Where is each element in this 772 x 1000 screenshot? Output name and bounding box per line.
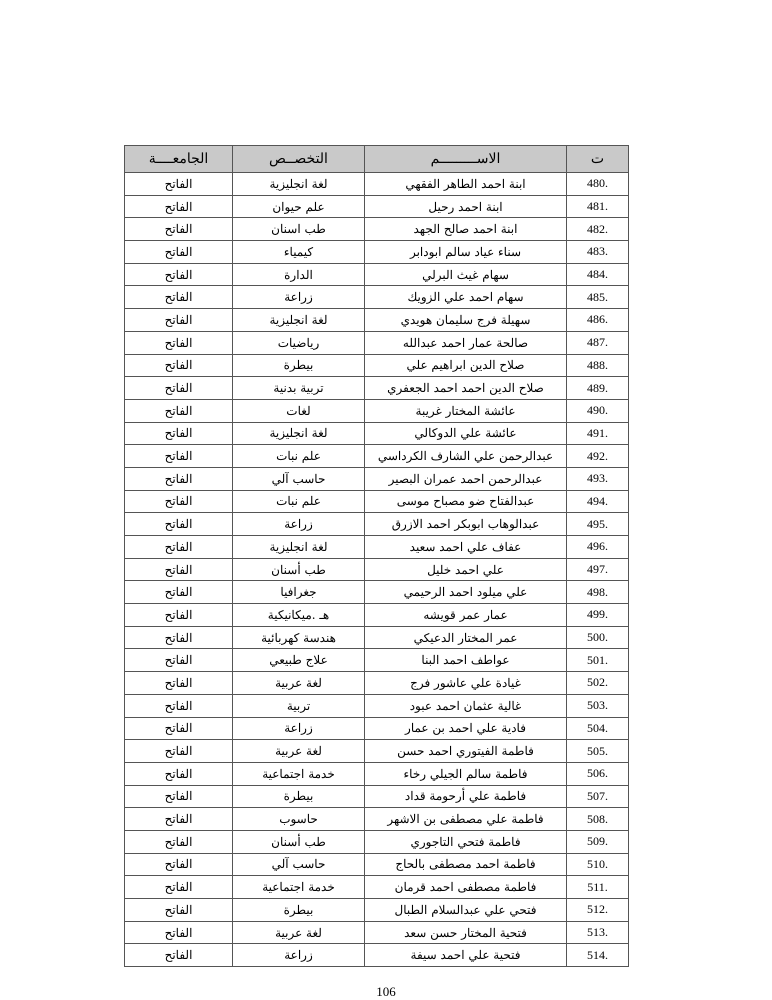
page-number: 106 — [376, 984, 396, 999]
row-number: 492. — [567, 445, 629, 468]
row-number: 497. — [567, 558, 629, 581]
row-number: 485. — [567, 286, 629, 309]
header-number: ت — [567, 146, 629, 173]
table-row — [125, 354, 629, 377]
row-name: فاطمة علي مصطفى بن الاشهر — [365, 808, 567, 831]
table-row — [125, 195, 629, 218]
table-row — [125, 399, 629, 422]
row-name: فتحية المختار حسن سعد — [365, 921, 567, 944]
row-university: الفاتح — [125, 354, 233, 377]
row-university: الفاتح — [125, 921, 233, 944]
row-major: بيطرة — [233, 785, 365, 808]
table-row — [125, 921, 629, 944]
row-number: 498. — [567, 581, 629, 604]
row-major: زراعة — [233, 513, 365, 536]
table-row — [125, 694, 629, 717]
row-name: فاطمة علي أرحومة قداد — [365, 785, 567, 808]
row-major: علم نبات — [233, 445, 365, 468]
row-university: الفاتح — [125, 241, 233, 264]
row-number: 511. — [567, 876, 629, 899]
row-name: علي ميلود احمد الرحيمي — [365, 581, 567, 604]
row-name: سهام احمد علي الزويك — [365, 286, 567, 309]
table-row — [125, 808, 629, 831]
row-major: هـ .ميكانيكية — [233, 604, 365, 627]
header-university: الجامعــــة — [125, 146, 233, 173]
row-university: الفاتح — [125, 536, 233, 559]
table-row — [125, 536, 629, 559]
row-name: فتحي علي عبدالسلام الطبال — [365, 899, 567, 922]
table-row — [125, 422, 629, 445]
table-row — [125, 331, 629, 354]
row-name: فاطمة فتحي التاجوري — [365, 830, 567, 853]
table-row — [125, 899, 629, 922]
row-major: علم حيوان — [233, 195, 365, 218]
student-table — [124, 145, 629, 967]
row-number: 509. — [567, 830, 629, 853]
row-major: الدارة — [233, 263, 365, 286]
table-row — [125, 241, 629, 264]
table-row — [125, 944, 629, 967]
row-name: غيادة علي عاشور فرج — [365, 672, 567, 695]
row-major: طب أسنان — [233, 830, 365, 853]
row-number: 480. — [567, 173, 629, 196]
table-row — [125, 581, 629, 604]
row-number: 496. — [567, 536, 629, 559]
table-row — [125, 490, 629, 513]
table-row — [125, 513, 629, 536]
row-university: الفاتح — [125, 309, 233, 332]
row-name: سهيلة فرج سليمان هويدي — [365, 309, 567, 332]
row-major: حاسوب — [233, 808, 365, 831]
row-major: علاج طبيعي — [233, 649, 365, 672]
row-name: فادية علي احمد بن عمار — [365, 717, 567, 740]
row-university: الفاتح — [125, 377, 233, 400]
row-number: 504. — [567, 717, 629, 740]
row-name: ابنة احمد الطاهر الفقهي — [365, 173, 567, 196]
row-major: خدمة اجتماعية — [233, 876, 365, 899]
row-university: الفاتح — [125, 785, 233, 808]
table-row — [125, 740, 629, 763]
table-row — [125, 876, 629, 899]
row-major: لغات — [233, 399, 365, 422]
row-major: رياضيات — [233, 331, 365, 354]
row-major: لغة عربية — [233, 740, 365, 763]
row-university: الفاتح — [125, 467, 233, 490]
row-university: الفاتح — [125, 263, 233, 286]
row-number: 489. — [567, 377, 629, 400]
row-major: بيطرة — [233, 899, 365, 922]
row-major: هندسة كهربائية — [233, 626, 365, 649]
row-major: لغة انجليزية — [233, 536, 365, 559]
row-university: الفاتح — [125, 445, 233, 468]
row-university: الفاتح — [125, 694, 233, 717]
table-row — [125, 717, 629, 740]
table-header-row — [125, 146, 629, 173]
row-name: صالحة عمار احمد عبدالله — [365, 331, 567, 354]
row-name: عواطف احمد البنا — [365, 649, 567, 672]
row-number: 494. — [567, 490, 629, 513]
row-number: 488. — [567, 354, 629, 377]
row-number: 486. — [567, 309, 629, 332]
row-major: لغة عربية — [233, 672, 365, 695]
table-row — [125, 604, 629, 627]
row-name: عمار عمر قويشه — [365, 604, 567, 627]
row-number: 503. — [567, 694, 629, 717]
row-major: لغة انجليزية — [233, 422, 365, 445]
row-university: الفاتح — [125, 490, 233, 513]
row-major: بيطرة — [233, 354, 365, 377]
row-university: الفاتح — [125, 649, 233, 672]
table-row — [125, 649, 629, 672]
table-row — [125, 263, 629, 286]
row-number: 500. — [567, 626, 629, 649]
row-major: خدمة اجتماعية — [233, 762, 365, 785]
row-university: الفاتح — [125, 944, 233, 967]
row-university: الفاتح — [125, 173, 233, 196]
row-name: عبدالرحمن علي الشارف الكرداسي — [365, 445, 567, 468]
table-row — [125, 672, 629, 695]
row-university: الفاتح — [125, 740, 233, 763]
row-university: الفاتح — [125, 558, 233, 581]
row-name: غالية عثمان احمد عبود — [365, 694, 567, 717]
row-number: 513. — [567, 921, 629, 944]
table-row — [125, 785, 629, 808]
table-row — [125, 853, 629, 876]
row-name: سناء عياد سالم ابودابر — [365, 241, 567, 264]
row-number: 508. — [567, 808, 629, 831]
row-number: 487. — [567, 331, 629, 354]
row-name: فاطمة سالم الجيلي رخاء — [365, 762, 567, 785]
row-major: كيمياء — [233, 241, 365, 264]
table-row — [125, 830, 629, 853]
row-major: لغة عربية — [233, 921, 365, 944]
row-major: حاسب آلي — [233, 467, 365, 490]
row-number: 510. — [567, 853, 629, 876]
row-major: علم نبات — [233, 490, 365, 513]
row-name: عائشة علي الدوكالي — [365, 422, 567, 445]
header-name: الاســـــــــم — [365, 146, 567, 173]
table-row — [125, 218, 629, 241]
row-name: عفاف علي احمد سعيد — [365, 536, 567, 559]
table-row — [125, 626, 629, 649]
row-university: الفاتح — [125, 331, 233, 354]
row-major: زراعة — [233, 286, 365, 309]
row-name: صلاح الدين احمد احمد الجعفري — [365, 377, 567, 400]
row-major: تربية بدنية — [233, 377, 365, 400]
row-major: لغة انجليزية — [233, 309, 365, 332]
row-name: عائشة المختار غريبة — [365, 399, 567, 422]
table-row — [125, 309, 629, 332]
row-number: 495. — [567, 513, 629, 536]
row-major: زراعة — [233, 944, 365, 967]
row-university: الفاتح — [125, 286, 233, 309]
row-name: ابنة احمد رحيل — [365, 195, 567, 218]
row-name: عبدالرحمن احمد عمران البصير — [365, 467, 567, 490]
row-major: طب أسنان — [233, 558, 365, 581]
row-number: 507. — [567, 785, 629, 808]
row-number: 502. — [567, 672, 629, 695]
row-university: الفاتح — [125, 876, 233, 899]
row-university: الفاتح — [125, 626, 233, 649]
row-number: 484. — [567, 263, 629, 286]
row-number: 514. — [567, 944, 629, 967]
row-number: 493. — [567, 467, 629, 490]
row-university: الفاتح — [125, 399, 233, 422]
row-name: عمر المختار الدعيكي — [365, 626, 567, 649]
row-major: جغرافيا — [233, 581, 365, 604]
row-number: 482. — [567, 218, 629, 241]
row-number: 505. — [567, 740, 629, 763]
table-row — [125, 286, 629, 309]
table-row — [125, 445, 629, 468]
row-major: تربية — [233, 694, 365, 717]
row-university: الفاتح — [125, 717, 233, 740]
row-name: سهام غيث البرلي — [365, 263, 567, 286]
row-university: الفاتح — [125, 218, 233, 241]
table-row — [125, 467, 629, 490]
row-university: الفاتح — [125, 853, 233, 876]
row-number: 506. — [567, 762, 629, 785]
row-university: الفاتح — [125, 899, 233, 922]
row-name: فتحية علي احمد سيفة — [365, 944, 567, 967]
row-name: صلاح الدين ابراهيم علي — [365, 354, 567, 377]
row-name: علي احمد خليل — [365, 558, 567, 581]
row-number: 481. — [567, 195, 629, 218]
table-row — [125, 377, 629, 400]
row-university: الفاتح — [125, 581, 233, 604]
row-name: عبدالوهاب ابوبكر احمد الازرق — [365, 513, 567, 536]
row-number: 490. — [567, 399, 629, 422]
row-major: لغة انجليزية — [233, 173, 365, 196]
row-name: فاطمة احمد مصطفى بالحاج — [365, 853, 567, 876]
row-university: الفاتح — [125, 513, 233, 536]
row-number: 491. — [567, 422, 629, 445]
row-major: طب اسنان — [233, 218, 365, 241]
row-university: الفاتح — [125, 762, 233, 785]
row-number: 512. — [567, 899, 629, 922]
row-university: الفاتح — [125, 422, 233, 445]
table-row — [125, 173, 629, 196]
row-number: 499. — [567, 604, 629, 627]
row-name: ابنة احمد صالح الجهد — [365, 218, 567, 241]
row-university: الفاتح — [125, 604, 233, 627]
row-university: الفاتح — [125, 830, 233, 853]
row-university: الفاتح — [125, 808, 233, 831]
table-row — [125, 762, 629, 785]
row-number: 501. — [567, 649, 629, 672]
row-major: حاسب آلي — [233, 853, 365, 876]
row-major: زراعة — [233, 717, 365, 740]
row-name: فاطمة مصطفى احمد قرمان — [365, 876, 567, 899]
row-name: عبدالفتاح ضو مصباح موسى — [365, 490, 567, 513]
header-major: التخصــص — [233, 146, 365, 173]
row-number: 483. — [567, 241, 629, 264]
row-university: الفاتح — [125, 672, 233, 695]
row-university: الفاتح — [125, 195, 233, 218]
table-row — [125, 558, 629, 581]
row-name: فاطمة الفيتوري احمد حسن — [365, 740, 567, 763]
